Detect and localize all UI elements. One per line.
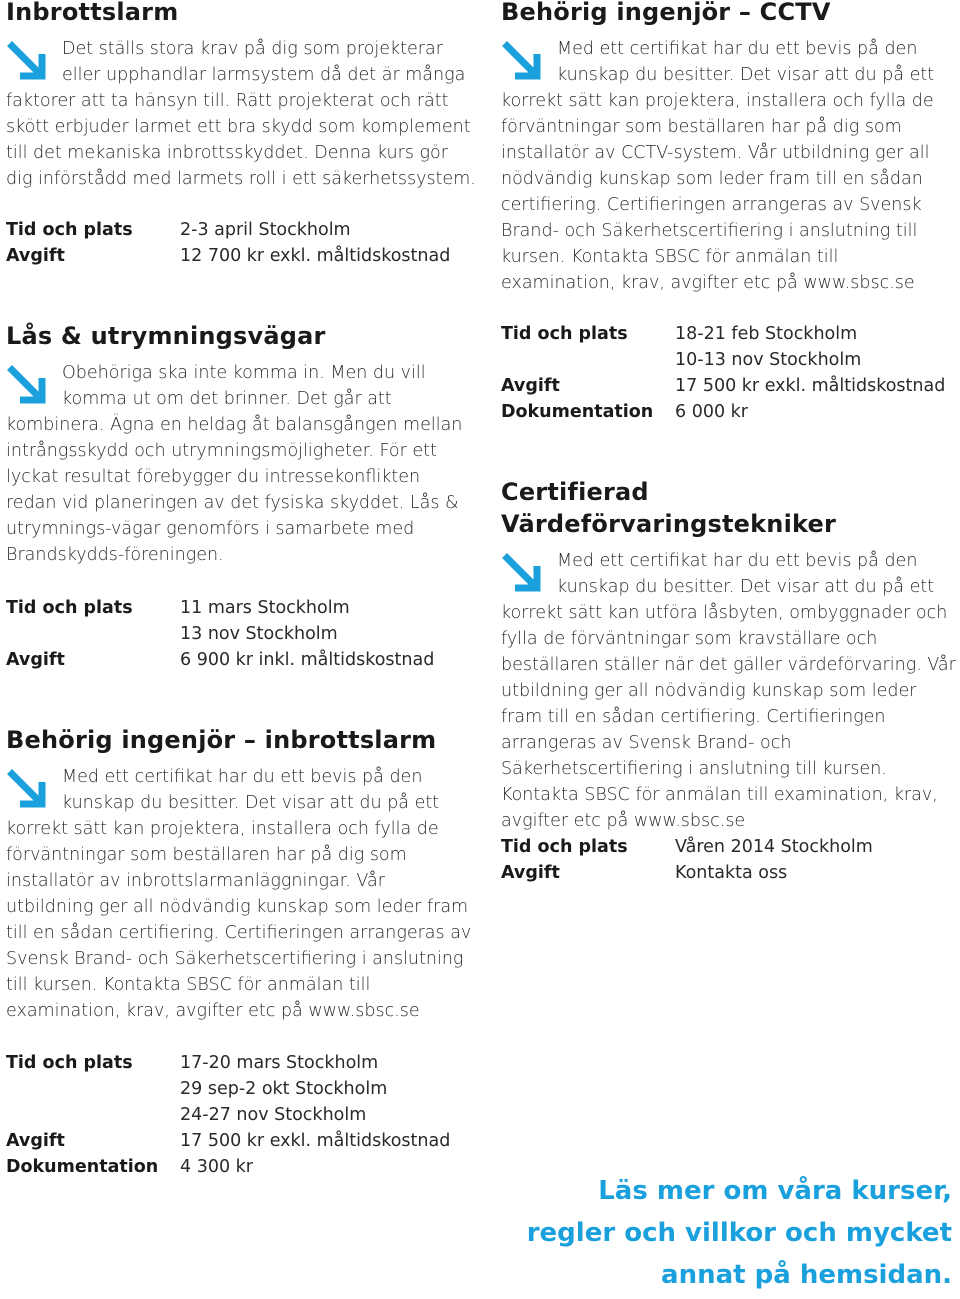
section-body: Med ett certifikat har du ett bevis på den kunskap du besitter. Det visar att du på ett korrekt sätt kan projektera, installera och fylla de förväntningar som beställaren har på dig som installatör av inbrottslarmanläggningar. Vår utbildning ger all nödvändig kunskap som leder fram till en sådan certifiering. Certifieringen arrangeras av Svensk Brand- och Säkerhetscertifiering i anslutning till kursen. Kontakta SBSC för anmälan till examination, krav, avgifter etc på www.sbsc.se [6, 767, 472, 1021]
info-row [6, 1128, 450, 1154]
section-body: Med ett certifikat har du ett bevis på den kunskap du besitter. Det visar att du på ett korrekt sätt kan projektera, installera och fylla de förväntningar som beställaren har på dig som installatör av CCTV-system. Vår utbildning ger all nödvändig kunskap som leder fram till en sådan certifiering. Certifieringen arrangeras av Svensk Brand- och Säkerhetscertifiering i anslutning till kursen. Kontakta SBSC för anmälan till examination, krav, avgifter etc på www.sbsc.se [501, 39, 935, 293]
info-value: 18-21 feb Stockholm [675, 324, 858, 344]
section-title: Inbrottslarm [6, 0, 179, 26]
info-value: Kontakta oss [675, 863, 788, 883]
info-row [6, 621, 434, 647]
info-key: Tid och plats [501, 324, 628, 344]
info-row [6, 217, 450, 243]
promo-line: Läs mer om våra kurser, [598, 1176, 952, 1206]
info-row [501, 860, 873, 886]
info-value: 11 mars Stockholm [180, 598, 350, 618]
info-key: Avgift [6, 1131, 65, 1151]
info-row [6, 1102, 450, 1128]
website-promo [512, 1170, 952, 1296]
arrow-down-right-icon [6, 768, 48, 810]
info-ingenjor-cctv [501, 321, 945, 425]
info-row [6, 243, 450, 269]
info-key: Tid och plats [6, 598, 133, 618]
info-row [501, 834, 873, 860]
info-key: Avgift [501, 376, 560, 396]
info-ingenjor-inbrottslarm [6, 1050, 450, 1180]
info-value: 17-20 mars Stockholm [180, 1053, 379, 1073]
info-value: 4 300 kr [180, 1157, 253, 1177]
section-body: Med ett certifikat har du ett bevis på den kunskap du besitter. Det visar att du på ett korrekt sätt kan utföra låsbyten, ombyggnader och fylla de förväntningar som kravställare och beställaren ställer när det gäller värdeförvaring. Vår utbildning ger all nödvändig kunskap som leder fram till en sådan certifiering. Certifieringen arrangeras av Svensk Brand- och Säkerhetscertifiering i anslutning till kursen. Kontakta SBSC för anmälan till examination, krav, avgifter etc på www.sbsc.se [501, 551, 956, 831]
arrow-down-right-icon [6, 40, 48, 82]
info-value: 6 900 kr inkl. måltidskostnad [180, 650, 435, 670]
section-ingenjor-inbrottslarm [6, 724, 476, 1024]
info-value: 13 nov Stockholm [180, 624, 338, 644]
info-key: Avgift [6, 650, 65, 670]
info-key: Tid och plats [501, 837, 628, 857]
info-value: 17 500 kr exkl. måltidskostnad [180, 1131, 451, 1151]
info-row [6, 1154, 450, 1180]
section-title: Behörig ingenjör – inbrottslarm [6, 726, 437, 754]
section-title-line2: Värdeförvaringstekniker [501, 510, 837, 538]
section-body: Det ställs stora krav på dig som projekterar eller upphandlar larmsystem då det är många faktorer att ta hänsyn till. Rätt projekterat och rätt skött erbjuder larmet ett bra skydd som komplement till det mekaniska inbrottsskyddet. Denna kurs gör dig införstådd med larmets roll i ett säkerhetssystem. [6, 39, 476, 189]
info-key: Tid och plats [6, 1053, 133, 1073]
section-title: Behörig ingenjör – CCTV [501, 0, 831, 26]
info-las [6, 595, 434, 673]
section-body: Obehöriga ska inte komma in. Men du vill komma ut om det brinner. Det går att kombinera. Ägna en heldag åt balansgången mellan intrångsskydd och utrymningsmöjligheter. För ett lyckat resultat förebygger du intressekonflikten redan vid planeringen av det fysiska skyddet. Lås & utrymnings-vägar genomförs i samarbete med Brandskydds-föreningen. [6, 363, 463, 565]
arrow-down-right-icon [501, 40, 543, 82]
info-row [501, 321, 945, 347]
info-value: Våren 2014 Stockholm [675, 837, 873, 857]
promo-line: annat på hemsidan. [661, 1260, 952, 1290]
section-las [6, 320, 476, 568]
info-row [501, 373, 945, 399]
info-value: 10-13 nov Stockholm [675, 350, 862, 370]
section-vardeforvaring [501, 476, 957, 834]
section-inbrottslarm [6, 0, 476, 192]
section-ingenjor-cctv [501, 0, 957, 296]
info-row [6, 1050, 450, 1076]
info-row [6, 595, 434, 621]
section-title: Lås & utrymningsvägar [6, 322, 326, 350]
info-value: 17 500 kr exkl. måltidskostnad [675, 376, 946, 396]
info-value: 2-3 april Stockholm [180, 220, 351, 240]
section-title-line1: Certifierad [501, 478, 649, 506]
info-key: Tid och plats [6, 220, 133, 240]
info-key: Avgift [6, 246, 65, 266]
info-row [501, 399, 945, 425]
info-row [6, 1076, 450, 1102]
info-key: Dokumentation [501, 402, 654, 422]
info-key: Dokumentation [6, 1157, 159, 1177]
promo-line: regler och villkor och mycket [526, 1218, 952, 1248]
info-inbrottslarm [6, 217, 450, 269]
arrow-down-right-icon [6, 364, 48, 406]
info-value: 6 000 kr [675, 402, 748, 422]
info-value: 12 700 kr exkl. måltidskostnad [180, 246, 451, 266]
arrow-down-right-icon [501, 552, 543, 594]
info-row [501, 347, 945, 373]
info-key: Avgift [501, 863, 560, 883]
info-row [6, 647, 434, 673]
info-value: 29 sep-2 okt Stockholm [180, 1079, 388, 1099]
info-value: 24-27 nov Stockholm [180, 1105, 367, 1125]
info-vardeforvaring [501, 834, 873, 886]
